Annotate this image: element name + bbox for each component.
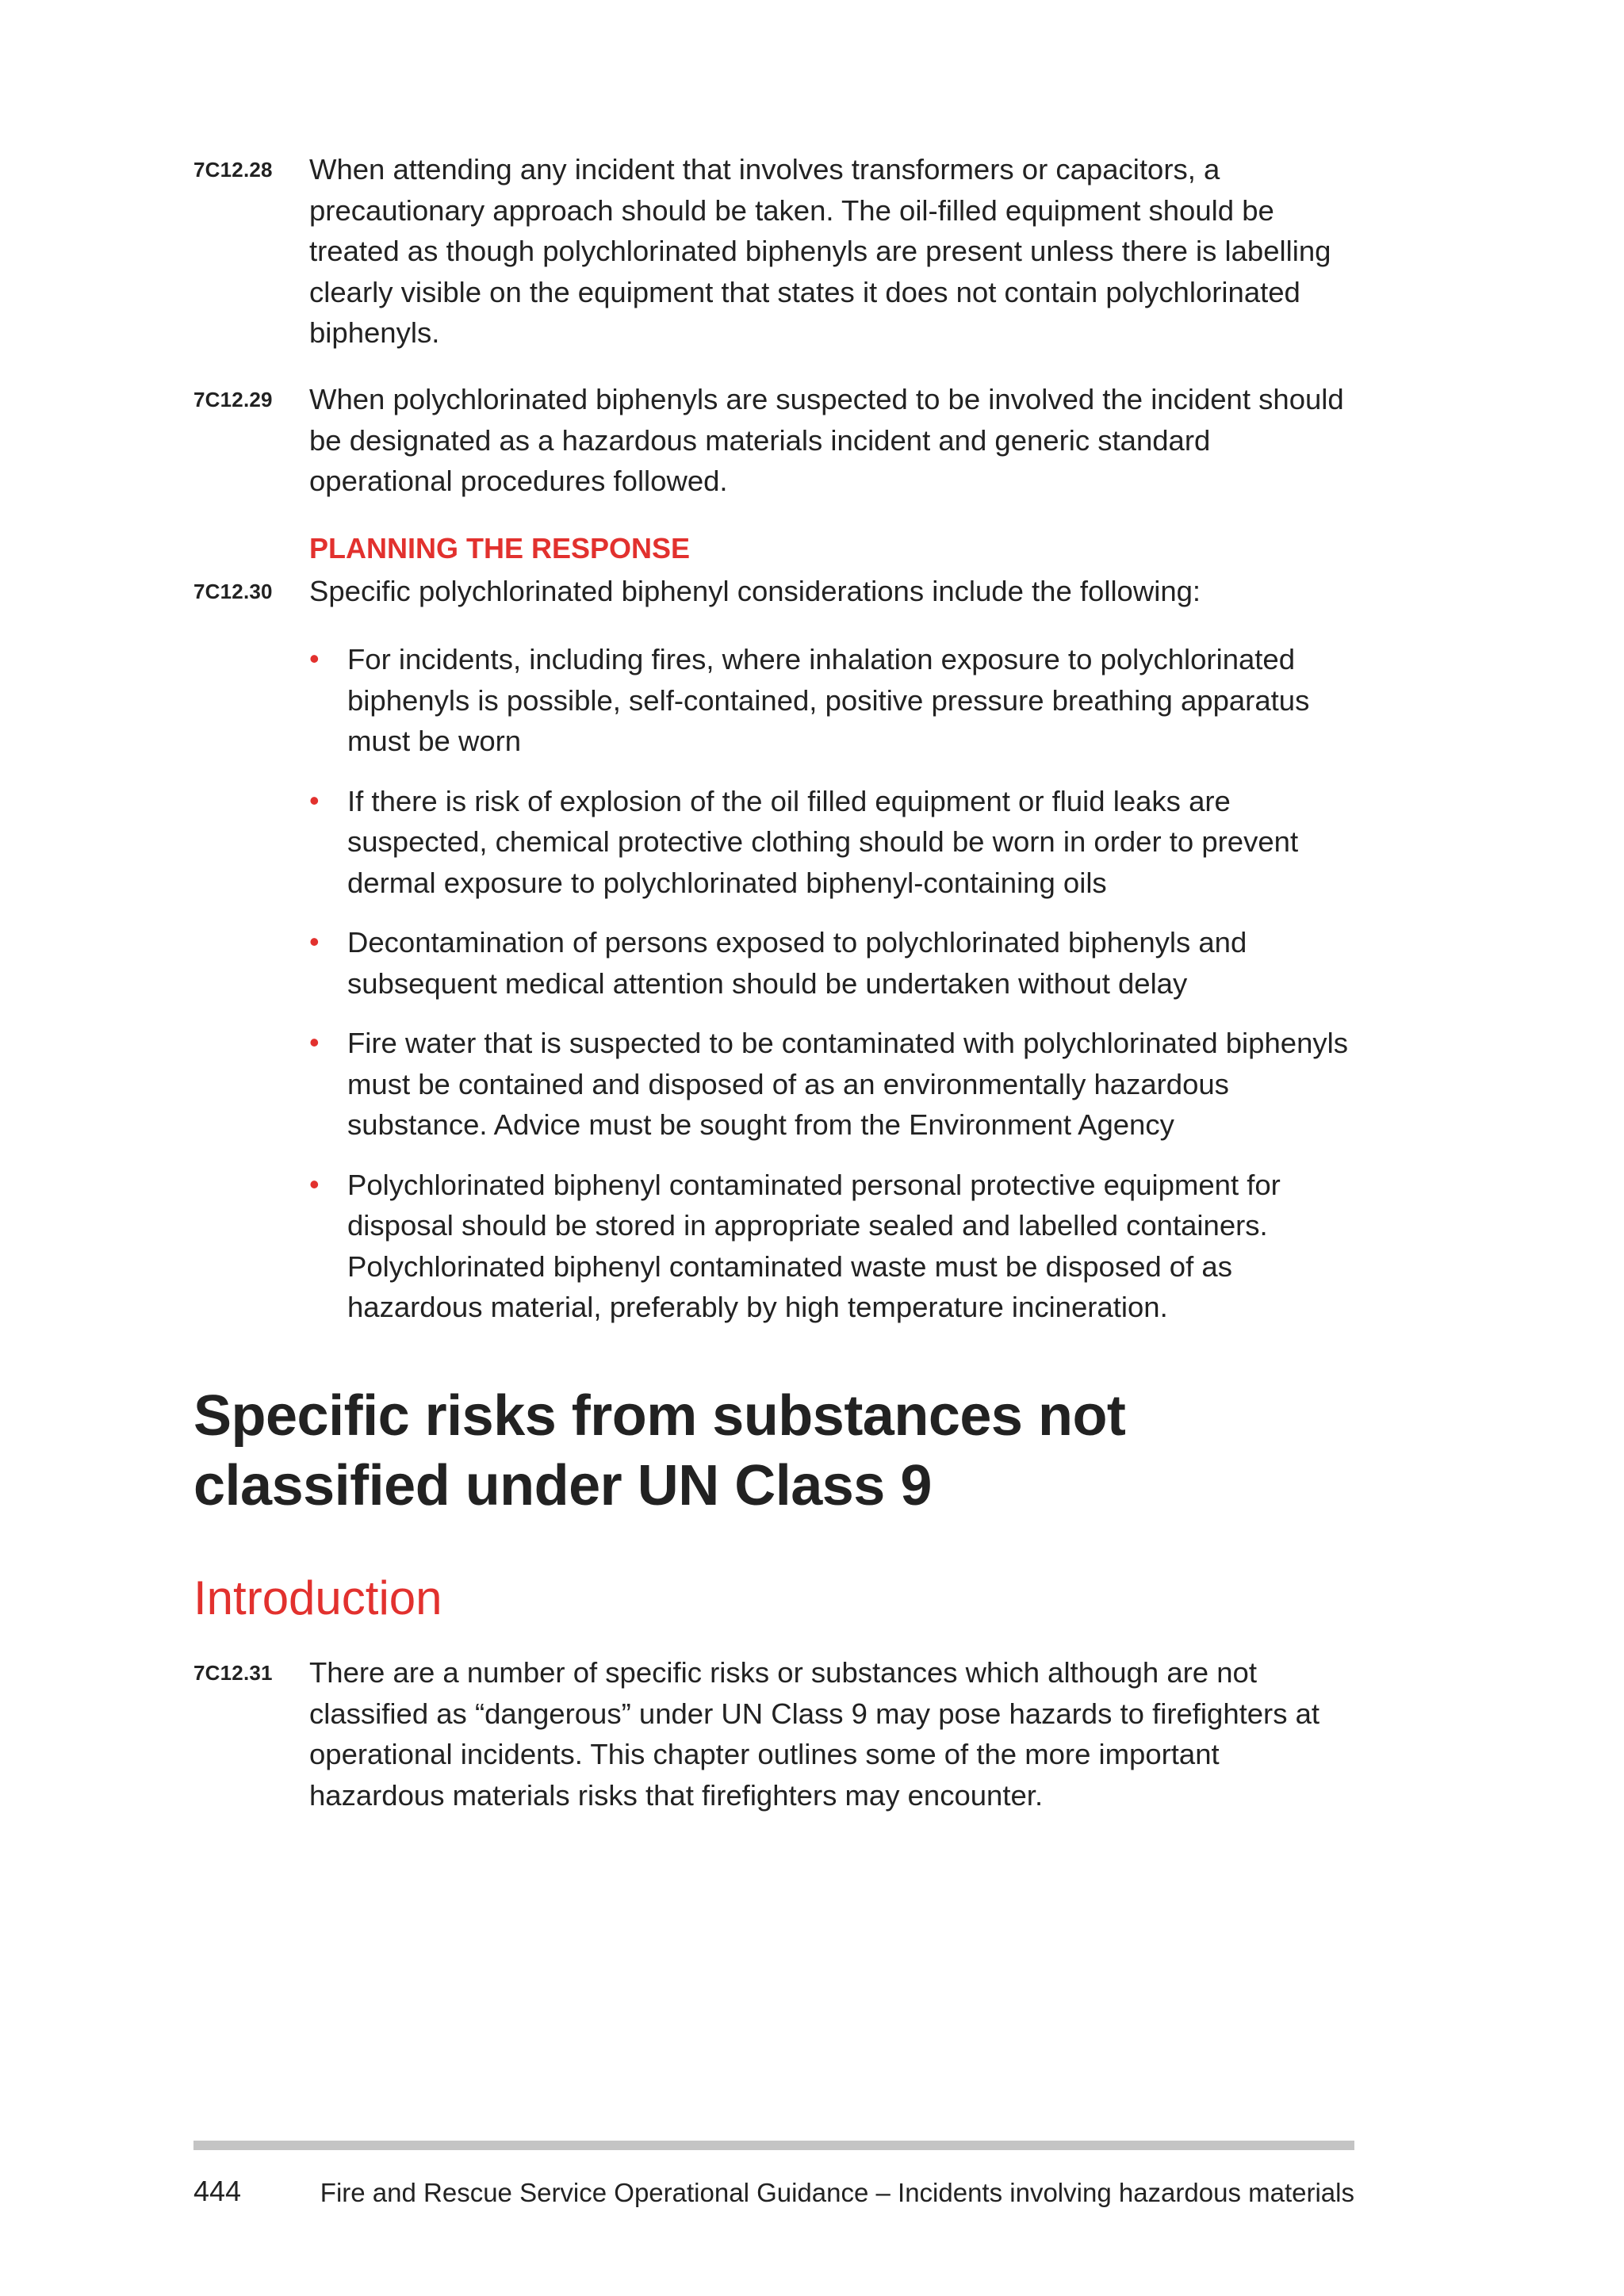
list-item-text: If there is risk of explosion of the oil filled equipment or fluid leaks are suspected, chemical protective clothing should be worn in order to prevent dermal exposure to polychlorinated biphenyl-containing oils xyxy=(347,784,1299,899)
page-number: 444 xyxy=(193,2175,242,2207)
planning-heading: PLANNING THE RESPONSE xyxy=(309,532,691,564)
list-item-text: For incidents, including fires, where inhalation exposure to polychlorinated biphenyls is possible, self-contained, positive pressure breathing apparatus must be worn xyxy=(347,643,1310,757)
footer-divider xyxy=(193,2141,1354,2150)
list-item-text: Polychlorinated biphenyl contaminated personal protective equipment for disposal should be stored in appropriate sealed and labelled containers. Polychlorinated biphenyl contaminated waste must be disposed of as hazardous material, preferably by high temperature incineration. xyxy=(347,1168,1281,1323)
introduction-heading: Introduction xyxy=(193,1571,442,1624)
section-title-line-1: Specific risks from substances not xyxy=(193,1384,1126,1448)
section-title-line-2: classified under UN Class 9 xyxy=(193,1454,932,1517)
paragraph-number: 7C12.28 xyxy=(193,158,273,182)
paragraph-number: 7C12.30 xyxy=(193,580,273,603)
paragraph-number: 7C12.31 xyxy=(193,1661,273,1685)
list-item-text: Fire water that is suspected to be contaminated with polychlorinated biphenyls must be contained and disposed of as an environmentally hazardous substance. Advice must be sought from the Environment Agency xyxy=(347,1027,1348,1141)
paragraph-text: Specific polychlorinated biphenyl considerations include the following: xyxy=(309,575,1201,607)
footer-document-title: Fire and Rescue Service Operational Guidance – Incidents involving hazardous materials xyxy=(320,2178,1354,2207)
paragraph-7c12-31 xyxy=(193,1652,1359,1816)
list-item-text: Decontamination of persons exposed to polychlorinated biphenyls and subsequent medical attention should be undertaken without delay xyxy=(347,926,1247,1000)
list-item xyxy=(309,639,1364,762)
list-item xyxy=(309,1165,1364,1328)
section-title xyxy=(193,1381,1383,1521)
list-item xyxy=(309,1023,1364,1146)
paragraph-7c12-30 xyxy=(193,571,1359,612)
paragraph-text: When polychlorinated biphenyls are suspected to be involved the incident should be designated as a hazardous materials incident and generic standard operational procedures followed. xyxy=(309,383,1344,497)
paragraph-7c12-28 xyxy=(193,149,1359,354)
paragraph-text: There are a number of specific risks or substances which although are not classified as “dangerous” under UN Class 9 may pose hazards to firefighters at operational incidents. This chapter outlines some of the more important hazardous materials risks that firefighters may encounter. xyxy=(309,1656,1320,1812)
bullet-dot-icon: • xyxy=(309,1026,320,1058)
paragraph-number: 7C12.29 xyxy=(193,388,273,411)
paragraph-text: When attending any incident that involves transformers or capacitors, a precautionary approach should be taken. The oil-filled equipment should be treated as though polychlorinated biphenyls are present unless there is labelling clearly visible on the equipment that states it does not contain polychlorinated biphenyls. xyxy=(309,153,1331,349)
bullet-dot-icon: • xyxy=(309,783,320,817)
paragraph-7c12-29 xyxy=(193,379,1359,502)
list-item xyxy=(309,781,1364,904)
bullet-dot-icon: • xyxy=(309,642,320,675)
list-item xyxy=(309,922,1364,1004)
bullet-dot-icon: • xyxy=(309,925,320,958)
bullet-dot-icon: • xyxy=(309,1167,320,1200)
considerations-list xyxy=(309,639,1364,1347)
